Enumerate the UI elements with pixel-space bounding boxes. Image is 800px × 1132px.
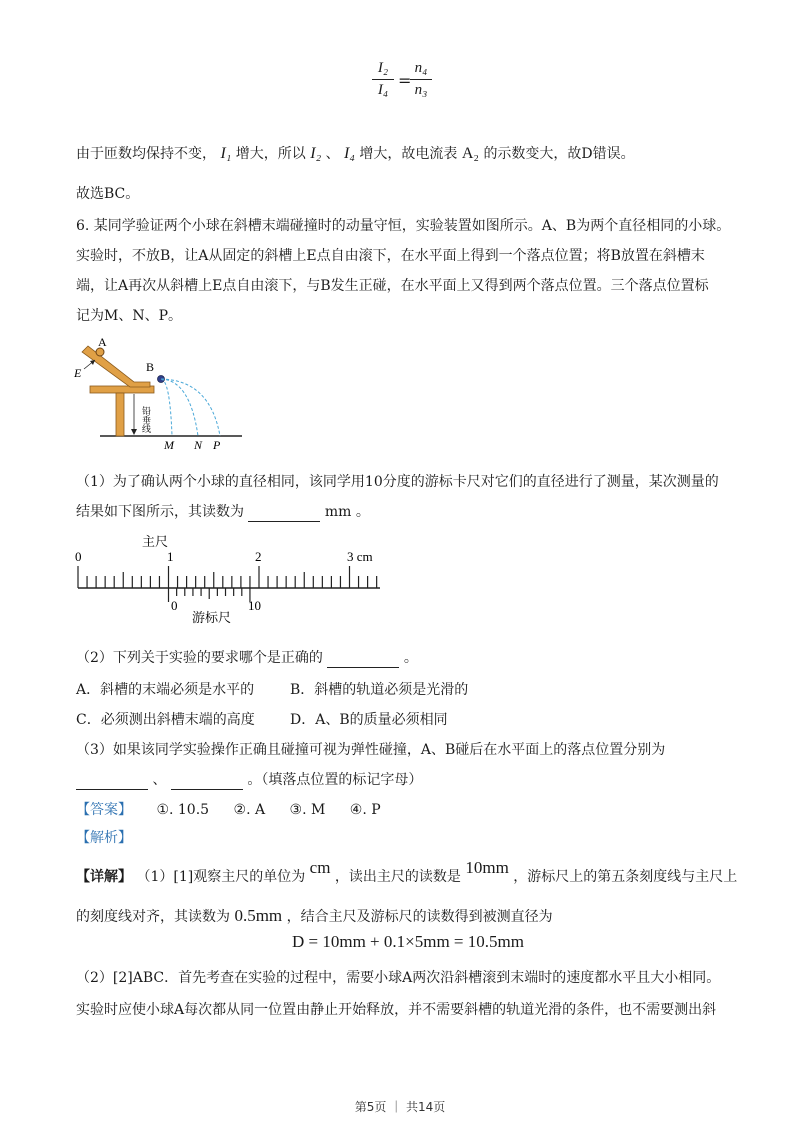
text-span: 。 bbox=[403, 650, 418, 666]
text-span: ，结合主尺及游标尺的读数得到被测直径为 bbox=[286, 909, 553, 925]
part-1-line-1: （1）为了确认两个小球的直径相同，该同学用10分度的游标卡尺对它们的直径进行了测量，某次测量的 bbox=[76, 474, 719, 490]
formula-fraction-left bbox=[372, 60, 394, 99]
label-B: B bbox=[146, 360, 155, 374]
plumb-arrowhead bbox=[131, 429, 137, 435]
text-span: ，读出主尺的读数是 bbox=[334, 869, 461, 885]
formula-equals: = bbox=[398, 71, 412, 90]
option-B: B．斜槽的轨道必须是光滑的 bbox=[290, 682, 469, 698]
apparatus-diagram bbox=[70, 338, 250, 452]
caliper-v10: 10 bbox=[248, 598, 261, 613]
part-3-line-1: （3）如果该同学实验操作正确且碰撞可视为弹性碰撞，A、B碰后在水平面上的落点位置分别为 bbox=[76, 742, 666, 758]
answer-tag: 【答案】 bbox=[76, 802, 132, 818]
question-6-line-1: 6. 某同学验证两个小球在斜槽末端碰撞时的动量守恒，实验装置如图所示。A、B为两个直径相同的小球。 bbox=[76, 218, 731, 234]
text-span: （1）[1]观察主尺的单位为 bbox=[136, 869, 306, 885]
text-span: （2）下列关于实验的要求哪个是正确的 bbox=[76, 650, 323, 666]
math-I4: I₄ bbox=[344, 145, 355, 162]
text-span: 的示数变大，故D错误。 bbox=[483, 146, 635, 162]
answer-blank-choice[interactable] bbox=[327, 653, 399, 668]
text-span: ，游标尺上的第五条刻度线与主尺上 bbox=[513, 869, 738, 885]
label-A: A bbox=[98, 338, 107, 349]
text-line-choice: 故选BC。 bbox=[76, 186, 140, 202]
formula-num-right: n₄ bbox=[414, 60, 428, 76]
question-6-line-3: 端，让A再次从斜槽上E点自由滚下，与B发生正碰，在水平面上又得到两个落点位置。三个落点位置标 bbox=[76, 278, 709, 294]
option-A: A．斜槽的末端必须是水平的 bbox=[76, 682, 255, 698]
page-footer: 第5页 ｜ 共14页 bbox=[354, 1100, 446, 1114]
explanation-line-2 bbox=[76, 906, 553, 927]
question-6-line-2: 实验时，不放B，让A从固定的斜槽上E点自由滚下，在水平面上得到一个落点位置；将B放置在斜槽末 bbox=[76, 248, 705, 264]
inclined-chute bbox=[82, 346, 150, 387]
text-span: 增大，所以 bbox=[235, 146, 306, 162]
answer-2: ②. A bbox=[233, 802, 266, 818]
text-span: 、 bbox=[325, 146, 340, 162]
caliper-n2: 2 bbox=[255, 549, 262, 564]
ball-A bbox=[96, 348, 104, 356]
text-span: 结果如下图所示，其读数为 bbox=[76, 504, 244, 520]
text-span: 。（填落点位置的标记字母） bbox=[247, 772, 423, 788]
part-1-line-2 bbox=[76, 502, 370, 522]
explanation-line-3: （2）[2]ABC．首先考查在实验的过程中，需要小球A两次沿斜槽滚到末端时的速度都水平且大小相同。 bbox=[76, 970, 721, 986]
fraction-bar bbox=[372, 79, 394, 80]
math-0.5mm: 0.5mm bbox=[234, 906, 283, 925]
caliper-n3: 3 cm bbox=[347, 549, 373, 564]
main-scale-ticks bbox=[78, 566, 377, 588]
math-I2: I₂ bbox=[310, 145, 322, 162]
label-P: P bbox=[213, 438, 221, 452]
formula-den-right: n₃ bbox=[414, 82, 428, 98]
text-span: mm 。 bbox=[324, 504, 370, 520]
explanation-line-1 bbox=[76, 858, 738, 887]
answer-3: ③. M bbox=[289, 802, 326, 818]
table-leg bbox=[116, 393, 124, 436]
answer-blank-reading[interactable] bbox=[248, 507, 320, 522]
answer-1: ①. 10.5 bbox=[156, 802, 210, 818]
explanation-line-4: 实验时应使小球A每次都从同一位置由静止开始释放，并不需要斜槽的轨道光滑的条件，也不需要测出斜 bbox=[76, 1002, 717, 1018]
label-N: N bbox=[194, 438, 203, 452]
fraction-bar bbox=[410, 79, 432, 80]
analysis-tag: 【解析】 bbox=[76, 830, 132, 846]
explanation-tag: 【详解】 bbox=[76, 869, 132, 885]
math-I1: I₁ bbox=[220, 145, 232, 162]
E-arrowhead bbox=[90, 360, 95, 365]
formula-diameter: D = 10mm + 0.1×5mm = 10.5mm bbox=[292, 932, 524, 951]
text-span: 、 bbox=[152, 772, 167, 788]
trajectory-M bbox=[161, 379, 172, 436]
text-line-current-change bbox=[76, 144, 635, 164]
answer-blank-A[interactable] bbox=[76, 775, 148, 790]
math-10mm: 10mm bbox=[465, 858, 509, 877]
option-C: C．必须测出斜槽末端的高度 bbox=[76, 712, 255, 728]
caliper-n1: 1 bbox=[167, 549, 174, 564]
option-D: D．A、B的质量必须相同 bbox=[290, 712, 448, 728]
question-6-line-4: 记为M、N、P。 bbox=[76, 308, 183, 324]
answer-line bbox=[76, 800, 381, 820]
formula-den-left: I₄ bbox=[377, 82, 389, 98]
text-span: 由于匝数均保持不变， bbox=[76, 146, 216, 162]
formula-num-left: I₂ bbox=[377, 60, 389, 76]
answer-blank-B[interactable] bbox=[171, 775, 243, 790]
label-plumb: 铅垂线 bbox=[141, 406, 151, 433]
caliper-vernier-label: 游标尺 bbox=[192, 610, 232, 624]
math-A2: A₂ bbox=[461, 145, 479, 162]
label-M: M bbox=[164, 438, 174, 452]
answer-4: ④. P bbox=[349, 802, 381, 818]
text-span: 的刻度线对齐，其读数为 bbox=[76, 909, 230, 925]
caliper-main-label: 主尺 bbox=[142, 534, 169, 549]
caliper-v0: 0 bbox=[171, 598, 178, 613]
text-span: 增大，故电流表 bbox=[359, 146, 458, 162]
part-2-question bbox=[76, 648, 418, 668]
formula-fraction-right bbox=[410, 60, 432, 99]
vernier-caliper-diagram bbox=[70, 534, 390, 624]
caliper-n0: 0 bbox=[75, 549, 82, 564]
math-cm: cm bbox=[309, 858, 331, 877]
label-E: E bbox=[74, 366, 82, 380]
part-3-line-2 bbox=[76, 770, 422, 790]
vernier-scale-ticks bbox=[169, 588, 250, 602]
